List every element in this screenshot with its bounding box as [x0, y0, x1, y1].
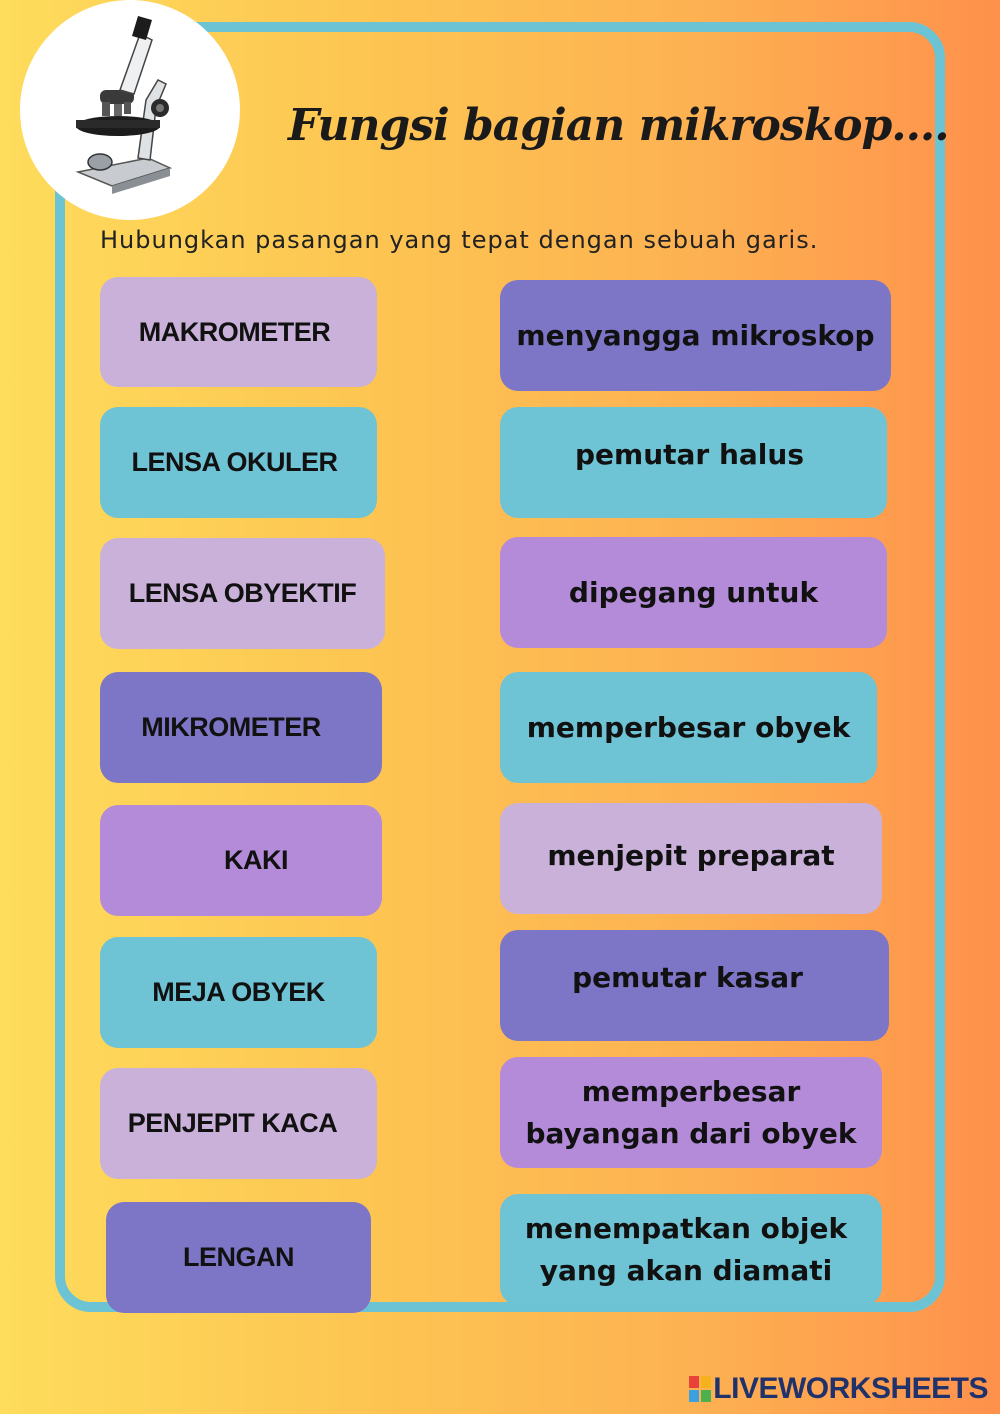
function-card-memperbesar-obyek[interactable]: [500, 672, 877, 783]
term-label: MAKROMETER: [138, 316, 331, 347]
function-label: menjepit preparat: [547, 838, 835, 872]
function-label: memperbesar bayangan dari obyek: [525, 1074, 857, 1150]
term-card-lengan[interactable]: [106, 1202, 371, 1313]
function-card-pemutar-kasar[interactable]: [500, 930, 889, 1041]
function-label: dipegang untuk: [568, 575, 819, 609]
term-label: LENSA OBYEKTIF: [128, 578, 357, 608]
term-card-makrometer[interactable]: [100, 277, 377, 387]
function-card-pemutar-halus[interactable]: [500, 407, 887, 518]
term-label: LENSA OKULER: [131, 447, 338, 477]
term-label: MIKROMETER: [141, 712, 321, 742]
liveworksheets-logo[interactable]: [689, 1372, 988, 1406]
function-card-menyangga[interactable]: [500, 280, 891, 391]
brand-icon: [689, 1376, 711, 1402]
function-card-menjepit-preparat[interactable]: [500, 803, 882, 914]
term-label: LENGAN: [183, 1242, 294, 1272]
term-label: PENJEPIT KACA: [127, 1108, 338, 1138]
microscope-icon: [20, 0, 240, 220]
term-card-lensa-okuler[interactable]: [100, 407, 377, 518]
term-card-mikrometer[interactable]: [100, 672, 382, 783]
function-label: pemutar halus: [574, 437, 804, 471]
instruction-text: Hubungkan pasangan yang tepat dengan sebuah garis.: [100, 226, 819, 254]
brand-text: LIVEWORKSHEETS: [713, 1372, 988, 1405]
term-card-meja-obyek[interactable]: [100, 937, 377, 1048]
term-label: MEJA OBYEK: [152, 977, 325, 1007]
function-label: menyangga mikroskop: [516, 318, 875, 352]
page-title: Fungsi bagian mikroskop....: [288, 100, 949, 151]
function-label: menempatkan objek yang akan diamati: [524, 1211, 848, 1287]
term-label: KAKI: [224, 845, 288, 875]
term-card-penjepit-kaca[interactable]: [100, 1068, 377, 1179]
function-label: pemutar kasar: [572, 960, 803, 994]
function-label: memperbesar obyek: [526, 710, 851, 744]
term-card-lensa-obyektif[interactable]: [100, 538, 385, 649]
function-card-memperbesar-bayangan[interactable]: [500, 1057, 882, 1168]
function-card-menempatkan-objek[interactable]: [500, 1194, 882, 1305]
microscope-image: [20, 0, 240, 220]
function-card-dipegang[interactable]: [500, 537, 887, 648]
term-card-kaki[interactable]: [100, 805, 382, 916]
